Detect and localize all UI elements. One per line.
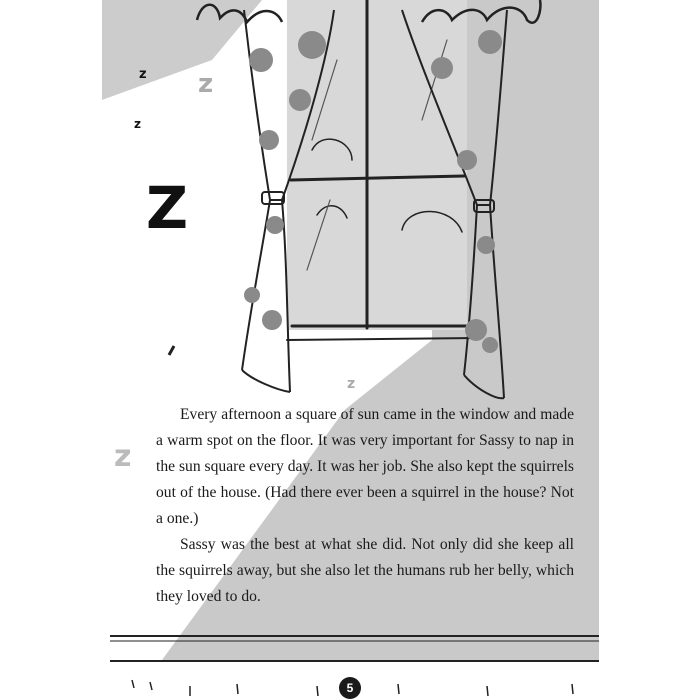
sleep-z-1: z (139, 67, 147, 82)
book-page (102, 0, 599, 700)
story-text (156, 402, 574, 610)
sleep-z-5: z (114, 439, 132, 474)
sleep-z-2: z (198, 69, 214, 99)
sleep-z-large: Z (146, 174, 189, 242)
sleep-z-3: z (134, 117, 141, 131)
sleep-z-4: z (347, 376, 356, 392)
page-number-badge: 5 (339, 677, 361, 699)
story-paragraph-1: Every afternoon a square of sun came in the window and made a warm spot on the floor. It was very important for Sassy to nap in the sun square every day. It was her job. She also kept the squirrels out of the house. (Had there ever been a squirrel in the house? Not a one.) (156, 406, 574, 527)
story-paragraph-2: Sassy was the best at what she did. Not only did she keep all the squirrels away, but she also let the humans rub her belly, which they loved to do. (156, 536, 574, 605)
